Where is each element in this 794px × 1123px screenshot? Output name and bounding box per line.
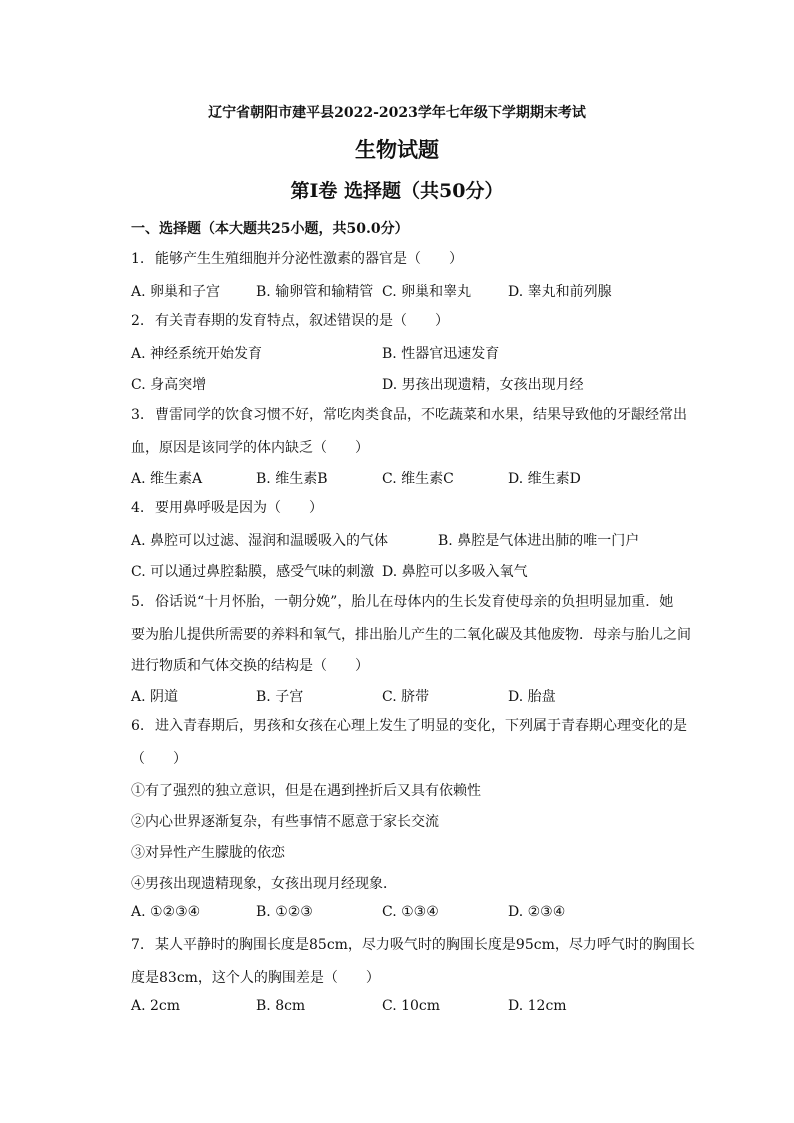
option-d: D. ②③④ — [508, 904, 566, 920]
question-3-stem-cont: 血，原因是该同学的体内缺乏（ ） — [131, 440, 369, 456]
option-a: A. ①②③④ — [131, 904, 201, 920]
statement-item: ③对异性产生朦胧的依恋 — [131, 845, 285, 861]
option-b: B. 鼻腔是气体进出肺的唯一门户 — [438, 533, 640, 549]
question-number: 6. — [131, 718, 145, 734]
question-number: 4. — [131, 500, 145, 516]
section-heading: 一、选择题（本大题共25小题，共50.0分） — [131, 221, 409, 237]
question-number: 2. — [131, 313, 145, 329]
option-c: C. 身高突增 — [131, 377, 207, 393]
question-number: 3. — [131, 407, 145, 423]
option-d: D. 男孩出现遗精，女孩出现月经 — [382, 377, 584, 393]
option-b: B. 输卵管和输精管 — [256, 284, 374, 300]
question-number: 1. — [131, 251, 145, 267]
option-c: C. 可以通过鼻腔黏膜，感受气味的刺激 — [131, 564, 375, 580]
question-3-stem — [131, 406, 691, 424]
question-3-options — [131, 468, 691, 486]
question-number: 7. — [131, 937, 145, 953]
option-c: C. 维生素C — [382, 471, 454, 487]
option-a: A. 阴道 — [131, 689, 179, 705]
question-4-stem — [131, 499, 691, 517]
question-5-stem-cont2: 进行物质和气体交换的结构是（ ） — [131, 658, 369, 674]
option-a: A. 2cm — [131, 998, 181, 1014]
option-d: D. 鼻腔可以多吸入氧气 — [382, 564, 528, 580]
question-text: 某人平静时的胸围长度是85cm，尽力吸气时的胸围长度是95cm，尽力呼气时的胸围长 — [155, 937, 695, 953]
question-text: 曹雷同学的饮食习惯不好，常吃肉类食品，不吃蔬菜和水果，结果导致他的牙龈经常出 — [155, 407, 687, 423]
statement-item: ④男孩出现遗精现象，女孩出现月经现象． — [131, 876, 397, 892]
question-text: 能够产生生殖细胞并分泌性激素的器官是（ ） — [155, 251, 463, 267]
option-b: B. 子宫 — [256, 689, 304, 705]
statement-item: ②内心世界逐渐复杂，有些事情不愿意于家长交流 — [131, 814, 439, 830]
part-title: 第I卷 选择题（共50分） — [290, 180, 504, 202]
option-a: A. 维生素A — [131, 471, 203, 487]
question-text: 有关青春期的发育特点，叙述错误的是（ ） — [155, 313, 449, 329]
option-b: B. ①②③ — [256, 904, 313, 920]
question-5-stem-cont: 要为胎儿提供所需要的养料和氧气，排出胎儿产生的二氧化碳及其他废物．母亲与胎儿之间 — [131, 627, 691, 643]
question-text: 进入青春期后，男孩和女孩在心理上发生了明显的变化，下列属于青春期心理变化的是 — [155, 718, 687, 734]
option-a: A. 鼻腔可以过滤、湿润和温暖吸入的气体 — [131, 533, 389, 549]
question-7-stem — [131, 936, 695, 954]
question-6-stem — [131, 717, 691, 735]
option-c: C. 卵巢和睾丸 — [382, 284, 472, 300]
question-7-stem-cont: 度是83cm，这个人的胸围差是（ ） — [131, 970, 380, 986]
option-d: D. 12cm — [508, 998, 567, 1014]
option-c: C. 脐带 — [382, 689, 430, 705]
option-b: B. 维生素B — [256, 471, 328, 487]
option-d: D. 睾丸和前列腺 — [508, 284, 612, 300]
question-2-options-row1 — [131, 343, 691, 361]
question-text: 俗话说“十月怀胎，一朝分娩”，胎儿在母体内的生长发育使母亲的负担明显加重．她 — [155, 594, 674, 610]
option-a: A. 神经系统开始发育 — [131, 346, 263, 362]
question-1-stem — [131, 250, 691, 268]
exam-title: 辽宁省朝阳市建平县2022-2023学年七年级下学期期末考试 — [208, 105, 586, 121]
subject-title: 生物试题 — [355, 137, 439, 162]
statement-item: ①有了强烈的独立意识，但是在遇到挫折后又具有依赖性 — [131, 783, 481, 799]
question-text: 要用鼻呼吸是因为（ ） — [155, 500, 323, 516]
question-2-options-row2 — [131, 374, 691, 392]
question-1-options — [131, 281, 691, 299]
option-c: C. ①③④ — [382, 904, 439, 920]
option-d: D. 维生素D — [508, 471, 581, 487]
question-6-stem-cont: （ ） — [131, 751, 187, 767]
question-4-options-row1 — [131, 530, 691, 548]
question-4-options-row2 — [131, 561, 691, 579]
option-b: B. 8cm — [256, 998, 306, 1014]
question-5-options — [131, 686, 691, 704]
question-6-options — [131, 904, 691, 922]
option-a: A. 卵巢和子宫 — [131, 284, 221, 300]
option-d: D. 胎盘 — [508, 689, 556, 705]
option-c: C. 10cm — [382, 998, 441, 1014]
question-number: 5. — [131, 594, 145, 610]
question-5-stem — [131, 593, 691, 611]
question-2-stem — [131, 312, 691, 330]
question-7-options — [131, 998, 691, 1016]
option-b: B. 性器官迅速发育 — [382, 346, 500, 362]
